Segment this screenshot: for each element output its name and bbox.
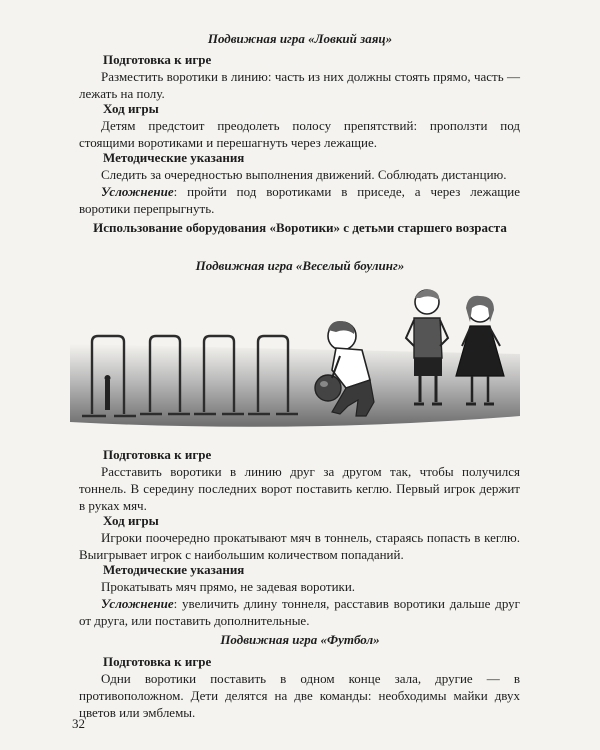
game2-complication-label: Усложнение [101,596,174,611]
game2-prep-heading: Подготовка к игре [103,447,212,462]
game2-complication-text: : увеличить длину тоннеля, расставив воротики дальше друг от друга, или поставить дополнительные. [79,596,520,628]
game2-course-text: Игроки поочередно прокатывают мяч в тоннель, стараясь попасть в кеглю. Выигрывает игрок с наибольшим количеством попаданий. [79,530,520,562]
bowling-pin [105,380,110,410]
game1-course-text: Детям предстоит преодолеть полосу препятствий: проползти под стоящими воротиками и перешагнуть через лежащие. [79,118,520,150]
game1-prep-text: Разместить воротики в линию: часть из них должны стоять прямо, часть — лежать на полу. [79,69,520,101]
game1-method-text: Следить за очередностью выполнения движений. Соблюдать дистанцию. [101,167,507,182]
game1-complication-label: Усложнение [101,184,174,199]
game2-prep-text: Расставить воротики в линию друг за другом так, чтобы получился тоннель. В середину последних ворот поставить кеглю. Первый игрок держит в руках мяч. [79,464,520,513]
game3-prep-text: Одни воротики поставить в одном конце зала, другие — в противоположном. Дети делятся на две команды: необходимы майки двух цветов или эмблемы. [79,671,520,720]
game3-title: Подвижная игра «Футбол» [220,632,380,647]
game1-complication-text: : пройти под воротиками в приседе, а через лежащие воротики перепрыгнуть. [79,184,520,216]
game2-title: Подвижная игра «Веселый боулинг» [195,258,405,273]
game1-prep-heading: Подготовка к игре [103,52,212,67]
page-number: 32 [72,716,85,731]
game2-complication [79,595,520,629]
ball [315,375,341,401]
game2-method-text: Прокатывать мяч прямо, не задевая воротики. [101,579,356,594]
bowling-illustration [70,284,520,434]
game3-prep-heading: Подготовка к игре [103,654,212,669]
game2-method-heading: Методические указания [103,562,245,577]
section-title: Использование оборудования «Воротики» с детьми старшего возраста [93,220,507,235]
game1-title: Подвижная игра «Ловкий заяц» [207,31,393,46]
game1-method-heading: Методические указания [103,150,245,165]
game1-course-heading: Ход игры [103,101,159,116]
game2-course-heading: Ход игры [103,513,159,528]
game1-complication [79,183,520,217]
